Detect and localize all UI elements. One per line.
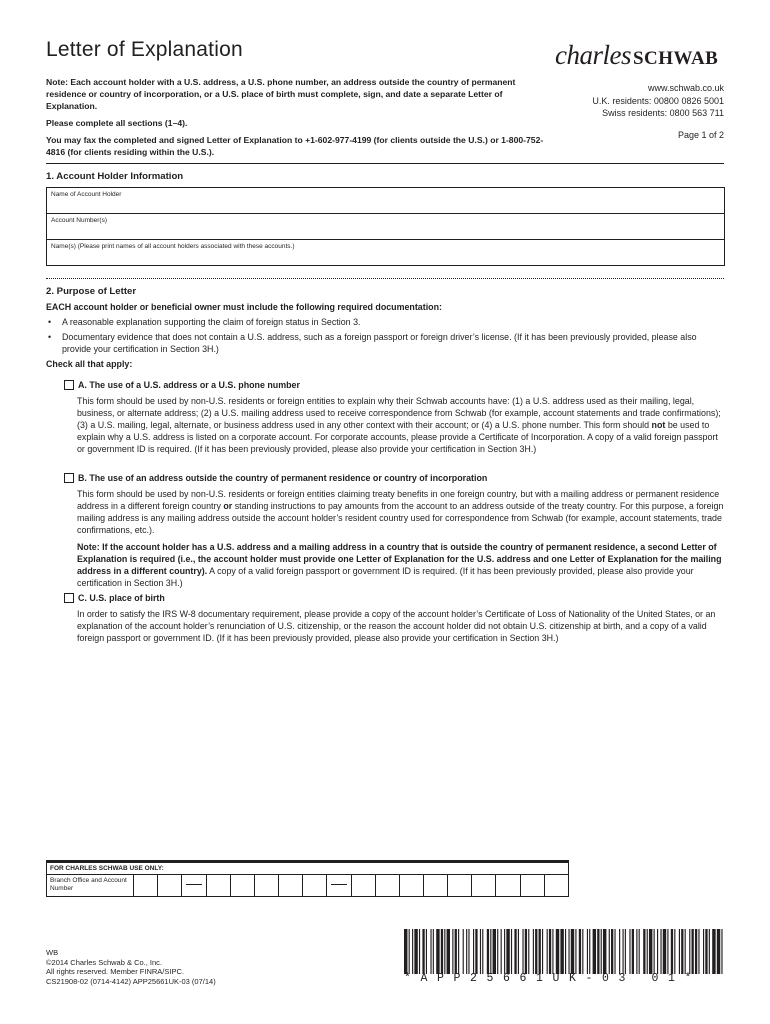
option-a: [64, 379, 724, 460]
section-2-intro: [46, 301, 724, 370]
check-all-text: Check all that apply:: [46, 359, 133, 369]
option-a-checkbox[interactable]: [64, 380, 74, 390]
field-label: Name(s) (Please print names of all account holders associated with these accounts.): [51, 243, 295, 250]
page-number: Page 1 of 2: [677, 130, 724, 140]
list-item: [46, 331, 724, 355]
office-cell[interactable]: [496, 875, 520, 896]
section-1-heading: 1. Account Holder Information: [46, 171, 184, 182]
office-use-label: Branch Office and Account Number: [47, 875, 134, 896]
account-holder-name-field[interactable]: [47, 188, 724, 214]
page-title: Letter of Explanation: [46, 38, 243, 61]
office-cell[interactable]: [545, 875, 568, 896]
intro-note: Note: Each account holder with a U.S. address, a U.S. phone number, an address outside the country of permanent residence or country of incorporation, or a U.S. place of birth must complete, sign, and date a separate Letter of Explanation.: [46, 77, 516, 111]
footer-line: ©2014 Charles Schwab & Co., Inc.: [46, 957, 163, 967]
bullet-icon: •: [48, 332, 52, 342]
field-label: Name of Account Holder: [51, 191, 122, 198]
account-holder-fields: [46, 187, 725, 266]
bullet-text: Documentary evidence that does not contain a U.S. address, such as a foreign passport or foreign driver’s license. (If it has been previously provided, please also provide your certification in Section 3H.): [62, 332, 697, 354]
list-item: [46, 316, 724, 328]
option-b-checkbox[interactable]: [64, 473, 74, 483]
intro-block: [46, 76, 546, 163]
office-cell[interactable]: [134, 875, 158, 896]
account-holders-names-field[interactable]: [47, 240, 724, 265]
office-cell[interactable]: [231, 875, 255, 896]
office-dash-cell: [182, 875, 206, 896]
option-c-label: C. U.S. place of birth: [78, 593, 165, 603]
barcode-text: *APP25661UK-03 01*: [404, 972, 702, 985]
office-cell[interactable]: [521, 875, 545, 896]
bullet-icon: •: [48, 317, 52, 327]
uk-phone: U.K. residents: 00800 0826 5001: [592, 95, 724, 106]
office-cell[interactable]: [158, 875, 182, 896]
option-b-label: B. The use of an address outside the country of permanent residence or country of incorporation: [78, 473, 488, 483]
website-link[interactable]: www.schwab.co.uk: [647, 83, 724, 93]
office-cell[interactable]: [376, 875, 400, 896]
option-c: [64, 592, 724, 649]
option-b-note: Note: If the account holder has a U.S. address and a mailing address in a country that is outside the country of permanent residence, a second Letter of Explanation is required (i.e., the account holder must provide one Letter of Explanation for the U.S. address and one Letter of Explanation for the mailing address in a different country). A copy of a valid foreign passport or government ID is required. (If it has been previously provided, please also provide your certification in Section 3H.): [77, 542, 722, 588]
office-cell[interactable]: [424, 875, 448, 896]
option-a-text: This form should be used by non-U.S. residents or foreign entities to explain why their Schwab accounts have: (1) a U.S. address used as their mailing, legal, business, or alternate address; (2) a U.S. mailing address used to receive correspondence from Schwab (for example, account statements and trade confirmations); (3) a U.S. mailing, legal, alternate, or business address used in any other context with their account; or (4) a U.S. phone number. This form should not be used to explain why a U.S. address is listed on a corporate account. For corporate accounts, please provide a Certificate of Incorporation. A copy of a valid foreign passport or government ID is required. (If it has been previously provided, please also provide your certification in Section 3H.): [77, 396, 721, 454]
bullet-text: A reasonable explanation supporting the claim of foreign status in Section 3.: [62, 317, 361, 327]
office-cell[interactable]: [472, 875, 496, 896]
option-b-text: This form should be used by non-U.S. residents or foreign entities claiming treaty benefits in one foreign country, but with a mailing address or permanent residence address in a different foreign country or standing instructions to pay amounts from the account to an address outside of the treaty country. For this purpose, a foreign mailing address is any mailing address outside the account holder’s resident country used for correspondence from Schwab (for example, account statements, trade confirmations, etc.).: [77, 489, 724, 535]
office-cell[interactable]: [448, 875, 472, 896]
required-docs-text: EACH account holder or beneficial owner must include the following required documentation:: [46, 302, 442, 312]
barcode-image: [404, 929, 724, 974]
office-dash-cell: [327, 875, 351, 896]
office-use-row: [47, 875, 568, 896]
footer-line: WB: [46, 948, 59, 957]
option-c-checkbox[interactable]: [64, 593, 74, 603]
intro-complete: Please complete all sections (1–4).: [46, 118, 188, 128]
contact-block: [592, 82, 724, 120]
office-use-box: [46, 860, 569, 897]
office-cell[interactable]: [400, 875, 424, 896]
office-cell[interactable]: [207, 875, 231, 896]
divider: [46, 163, 724, 164]
office-cell[interactable]: [303, 875, 327, 896]
swiss-phone: Swiss residents: 0800 563 711: [602, 108, 724, 118]
field-label: Account Number(s): [51, 217, 107, 224]
section-2-heading: 2. Purpose of Letter: [46, 286, 137, 297]
intro-fax: You may fax the completed and signed Letter of Explanation to +1-602-977-4199 (for clients outside the U.S.) or 1-800-752-4816 (for clients residing within the U.S.).: [46, 135, 544, 157]
schwab-logo: [555, 40, 718, 71]
office-use-title: FOR CHARLES SCHWAB USE ONLY:: [47, 863, 568, 875]
dotted-divider: [46, 278, 724, 279]
office-cell[interactable]: [279, 875, 303, 896]
option-a-label: A. The use of a U.S. address or a U.S. phone number: [78, 380, 300, 390]
option-b: [64, 472, 724, 594]
option-c-text: In order to satisfy the IRS W-8 documentary requirement, please provide a copy of the account holder’s Certificate of Loss of Nationality of the United States, or an explanation of the account holder’s renunciation of U.S. citizenship, or the reason the account holder did not obtain U.S. citizenship at birth, and a copy of a valid foreign passport or government ID. (If it has been previously provided, please also provide your certification in Section 3H.): [77, 609, 716, 643]
footer-line: CS21908-02 (0714-4142) APP25661UK-03 (07/14): [46, 976, 216, 986]
office-cell[interactable]: [352, 875, 376, 896]
account-number-field[interactable]: [47, 214, 724, 240]
footer-line: All rights reserved. Member FINRA/SIPC.: [46, 967, 184, 976]
footer: [46, 948, 216, 986]
logo-caps-text: SCHWAB: [632, 48, 719, 69]
logo-script-text: charles: [555, 40, 631, 70]
office-cell[interactable]: [255, 875, 279, 896]
